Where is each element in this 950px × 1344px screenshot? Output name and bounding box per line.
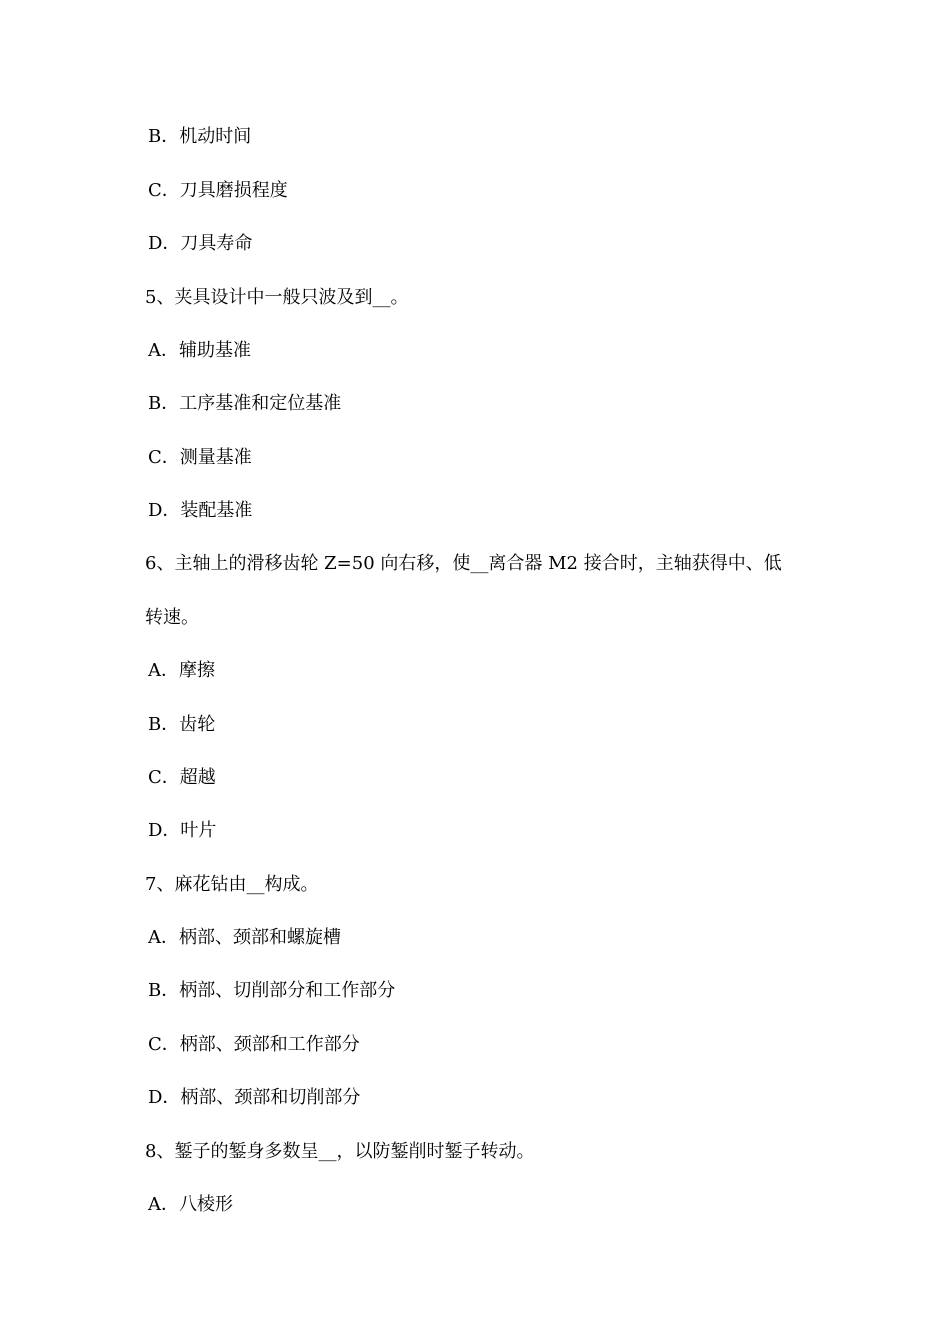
option-d-text: D．刀具寿命 (148, 233, 253, 254)
option-a-text: A．辅助基准 (148, 340, 251, 361)
option-b-text: B．齿轮 (148, 714, 216, 735)
question-5-text: 5、夹具设计中一般只波及到__。 (145, 287, 409, 308)
option-a-text: A．八棱形 (148, 1194, 233, 1215)
option-a-text: A．摩擦 (148, 660, 215, 681)
question-7-text: 7、麻花钻由__构成。 (145, 874, 319, 895)
option-b-text: B．柄部、切削部分和工作部分 (148, 980, 396, 1001)
question-8-text: 8、錾子的錾身多数呈__，以防錾削时錾子转动。 (145, 1141, 535, 1162)
option-b-text: B．工序基准和定位基准 (148, 393, 342, 414)
option-a-text: A．柄部、颈部和螺旋槽 (148, 927, 341, 948)
option-b-text: B．机动时间 (148, 126, 252, 147)
option-c-text: C．测量基准 (148, 447, 252, 468)
option-d-text: D．装配基准 (148, 500, 253, 521)
option-c-text: C．刀具磨损程度 (148, 180, 288, 201)
option-d-text: D．叶片 (148, 820, 217, 841)
option-d-text: D．柄部、颈部和切削部分 (148, 1087, 361, 1108)
question-6-continuation: 转速。 (145, 607, 199, 628)
option-c-text: C．超越 (148, 767, 216, 788)
option-c-text: C．柄部、颈部和工作部分 (148, 1034, 360, 1055)
question-6-text: 6、主轴上的滑移齿轮 Z=50 向右移，使__离合器 M2 接合时，主轴获得中、低 (145, 553, 782, 574)
